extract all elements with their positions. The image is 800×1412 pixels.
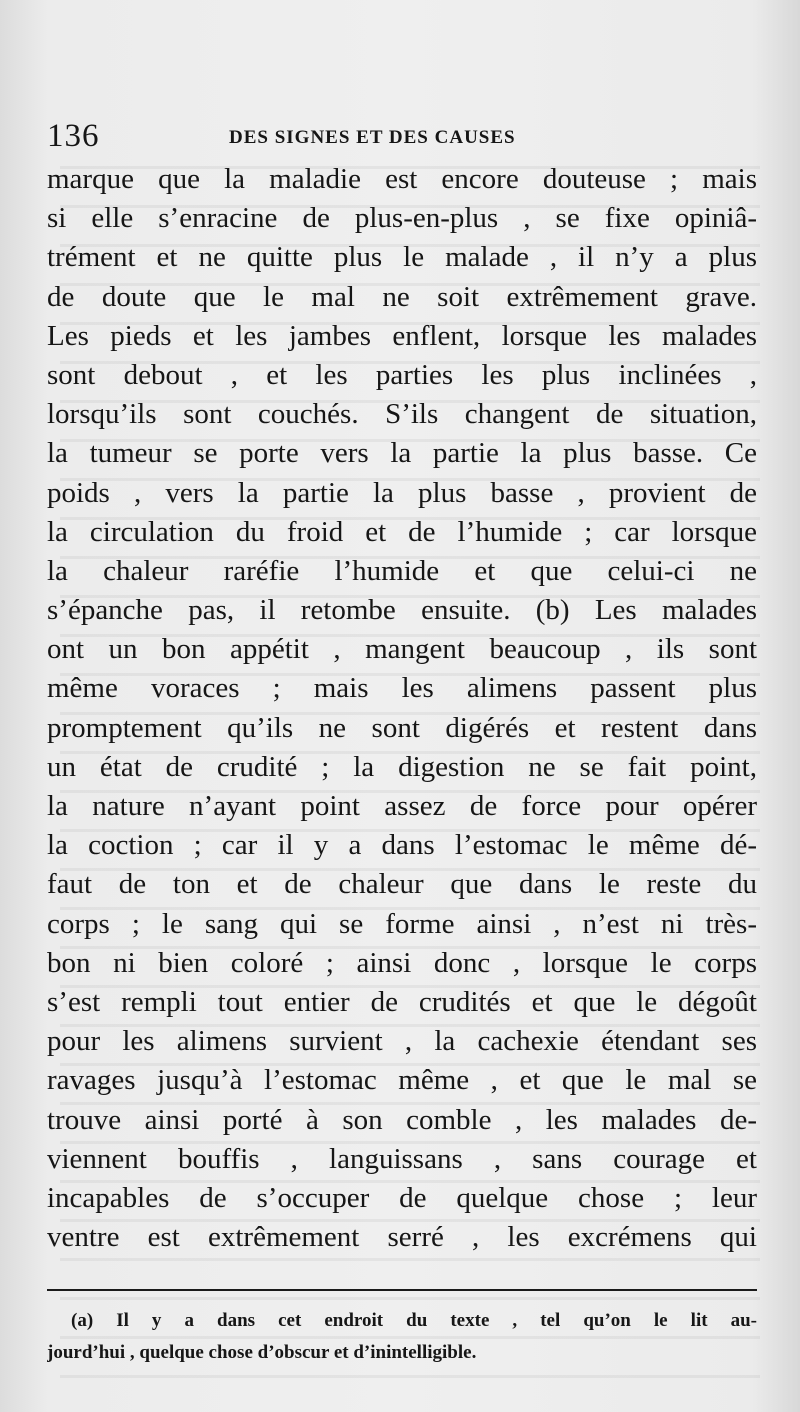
text-line: s’est rempli tout entier de crudités et que le dégoût: [47, 985, 757, 1018]
text-line: marque que la maladie est encore douteuse ; mais: [47, 163, 757, 195]
footnote-line: jourd’hui , quelque chose d’obscur et d’inintelligible.: [47, 1342, 477, 1363]
text-line: poids , vers la partie la plus basse , provient de: [47, 476, 757, 509]
text-line: Les pieds et les jambes enflent, lorsque les malades: [47, 319, 757, 352]
page-header: [47, 116, 757, 160]
text-line: corps ; le sang qui se forme ainsi , n’est ni très-: [47, 907, 757, 940]
text-line: ventre est extrêmement serré , les excrémens qui: [47, 1221, 757, 1254]
text-line: la coction ; car il y a dans l’estomac le même dé-: [47, 829, 757, 862]
footnote-line: (a) Il y a dans cet endroit du texte , tel qu’on le lit au-: [71, 1310, 757, 1331]
page-number: 136: [47, 118, 100, 154]
text-line: bon ni bien coloré ; ainsi donc , lorsque le corps: [47, 946, 757, 979]
text-line: la circulation du froid et de l’humide ; car lorsque: [47, 515, 757, 548]
text-line: ont un bon appétit , mangent beaucoup , ils sont: [47, 633, 757, 666]
text-line: promptement qu’ils ne sont digérés et restent dans: [47, 711, 757, 744]
text-line: viennent bouffis , languissans , sans courage et: [47, 1142, 757, 1175]
text-line: trouve ainsi porté à son comble , les malades de-: [47, 1103, 757, 1136]
text-line: la nature n’ayant point assez de force pour opérer: [47, 790, 757, 822]
footnote-rule: [47, 1289, 757, 1291]
text-line: la tumeur se porte vers la partie la plus basse. Ce: [47, 437, 757, 470]
text-line: faut de ton et de chaleur que dans le reste du: [47, 868, 757, 901]
text-line: si elle s’enracine de plus-en-plus , se fixe opiniâ-: [47, 202, 757, 235]
text-line: la chaleur raréfie l’humide et que celui-ci ne: [47, 554, 757, 587]
text-line: sont debout , et les parties les plus inclinées ,: [47, 358, 757, 391]
text-line: incapables de s’occuper de quelque chose ; leur: [47, 1181, 757, 1214]
text-line: de doute que le mal ne soit extrêmement grave.: [47, 280, 757, 313]
text-line: lorsqu’ils sont couchés. S’ils changent de situation,: [47, 398, 757, 431]
text-line: trément et ne quitte plus le malade , il n’y a plus: [47, 241, 757, 274]
text-line: s’épanche pas, il retombe ensuite. (b) Les malades: [47, 594, 757, 627]
running-head: DES SIGNES ET DES CAUSES: [229, 127, 516, 148]
footnote: [47, 1305, 757, 1369]
text-line: pour les alimens survient , la cachexie étendant ses: [47, 1025, 757, 1058]
text-line: même voraces ; mais les alimens passent plus: [47, 672, 757, 705]
text-line: ravages jusqu’à l’estomac même , et que le mal se: [47, 1064, 757, 1097]
body-text: [47, 160, 757, 1257]
text-line: un état de crudité ; la digestion ne se fait point,: [47, 750, 757, 783]
